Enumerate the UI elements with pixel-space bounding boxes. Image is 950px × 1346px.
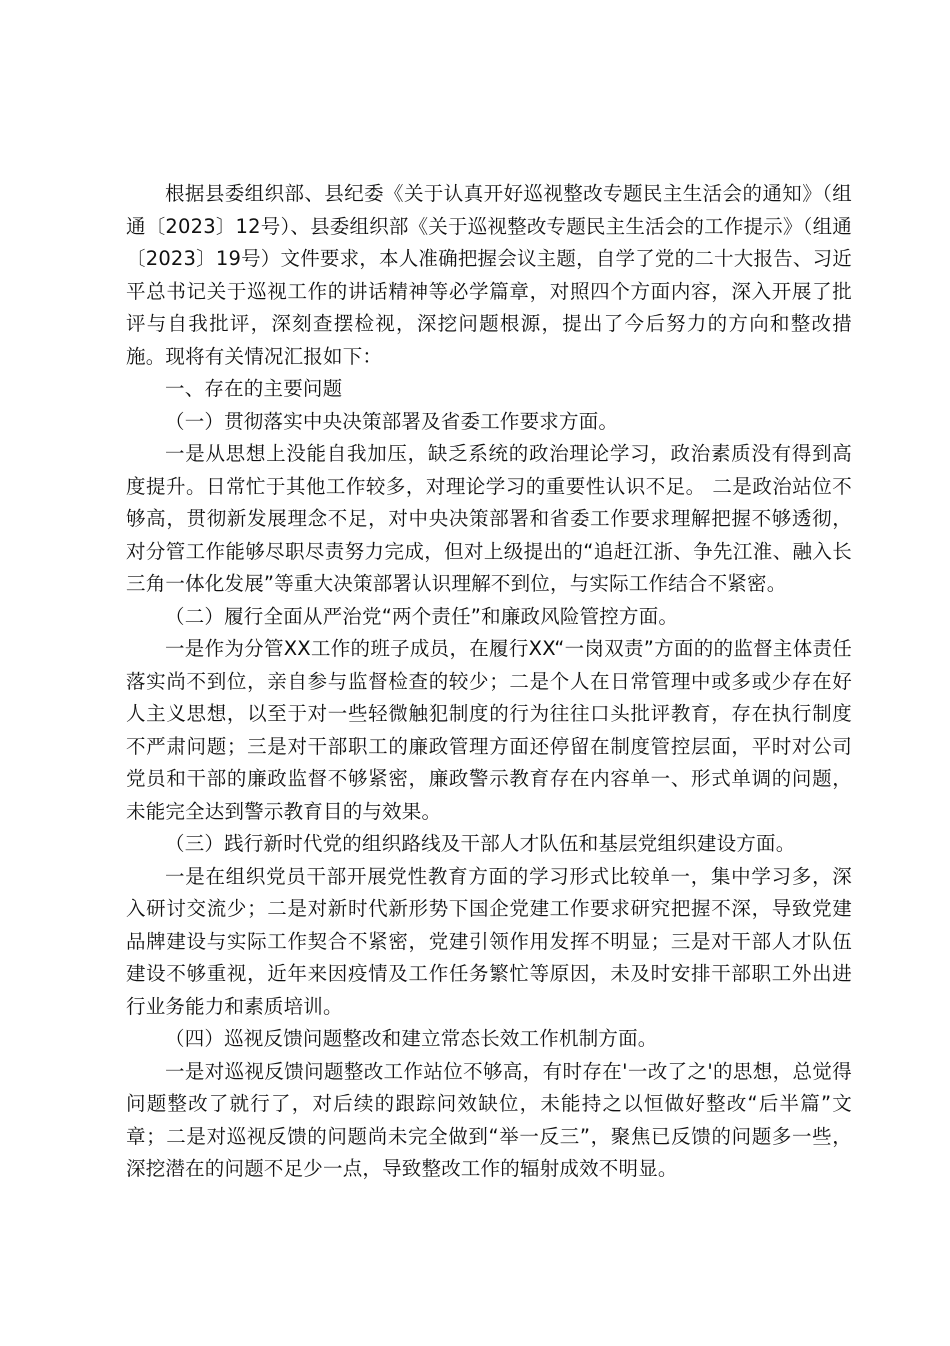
subsection-1-body: 一是从思想上没能自我加压，缺乏系统的政治理论学习，政治素质没有得到高度提升。日常忙于其他工作较多，对理论学习的重要性认识不足。 二是政治站位不够高，贯彻新发展理念不足，对中央决策部署和省委工作要求理解把握不够透彻，对分管工作能够尽职尽责努力完成，但对上级提出的“追赶江浙、争先江淮、融入长三角一体化发展”等重大决策部署认识理解不到位，与实际工作结合不紧密。 xyxy=(126,442,852,595)
subsection-3-heading: （三）践行新时代党的组织路线及干部人才队伍和基层党组织建设方面。 xyxy=(165,832,796,855)
section-heading: 一、存在的主要问题 xyxy=(165,377,343,400)
document-body xyxy=(126,178,852,1186)
subsection-4-body: 一是对巡视反馈问题整改工作站位不够高，有时存在'一改了之'的思想，总觉得问题整改了就行了，对后续的跟踪问效缺位，未能持之以恒做好整改“后半篇”文章；二是对巡视反馈的问题尚未完全做到“举一反三”，聚焦已反馈的问题多一些，深挖潜在的问题不足少一点，导致整改工作的辐射成效不明显。 xyxy=(126,1059,852,1180)
subsection-1-heading: （一）贯彻落实中央决策部署及省委工作要求方面。 xyxy=(165,409,619,433)
subsection-2-body: 一是作为分管XX工作的班子成员，在履行XX“一岗双责”方面的的监督主体责任落实尚不到位，亲自参与监督检查的较少；二是个人在日常管理中或多或少存在好人主义思想，以至于对一些轻微触犯制度的行为往往口头批评教育，存在执行制度不严肃问题；三是对干部职工的廉政管理方面还停留在制度管控层面，平时对公司党员和干部的廉政监督不够紧密，廉政警示教育存在内容单一、形式单调的问题，未能完全达到警示教育目的与效果。 xyxy=(126,637,852,823)
intro-paragraph: 根据县委组织部、县纪委《关于认真开好巡视整改专题民主生活会的通知》（组通〔2023〕12号）、县委组织部《关于巡视整改专题民主生活会的工作提示》（组通〔2023〕19号）文件要求，本人准确把握会议主题，自学了党的二十大报告、习近平总书记关于巡视工作的讲话精神等必学篇章，对照四个方面内容，深入开展了批评与自我批评，深刻查摆检视，深挖问题根源，提出了今后努力的方向和整改措施。现将有关情况汇报如下： xyxy=(126,182,852,368)
subsection-4-heading: （四）巡视反馈问题整改和建立常态长效工作机制方面。 xyxy=(165,1027,658,1050)
subsection-3-body: 一是在组织党员干部开展党性教育方面的学习形式比较单一，集中学习多，深入研讨交流少；二是对新时代新形势下国企党建工作要求研究把握不深，导致党建品牌建设与实际工作契合不紧密，党建引领作用发挥不明显；三是对干部人才队伍建设不够重视，近年来因疫情及工作任务繁忙等原因，未及时安排干部职工外出进行业务能力和素质培训。 xyxy=(126,864,852,1018)
subsection-2-heading: （二）履行全面从严治党“两个责任”和廉政风险管控方面。 xyxy=(165,604,679,628)
